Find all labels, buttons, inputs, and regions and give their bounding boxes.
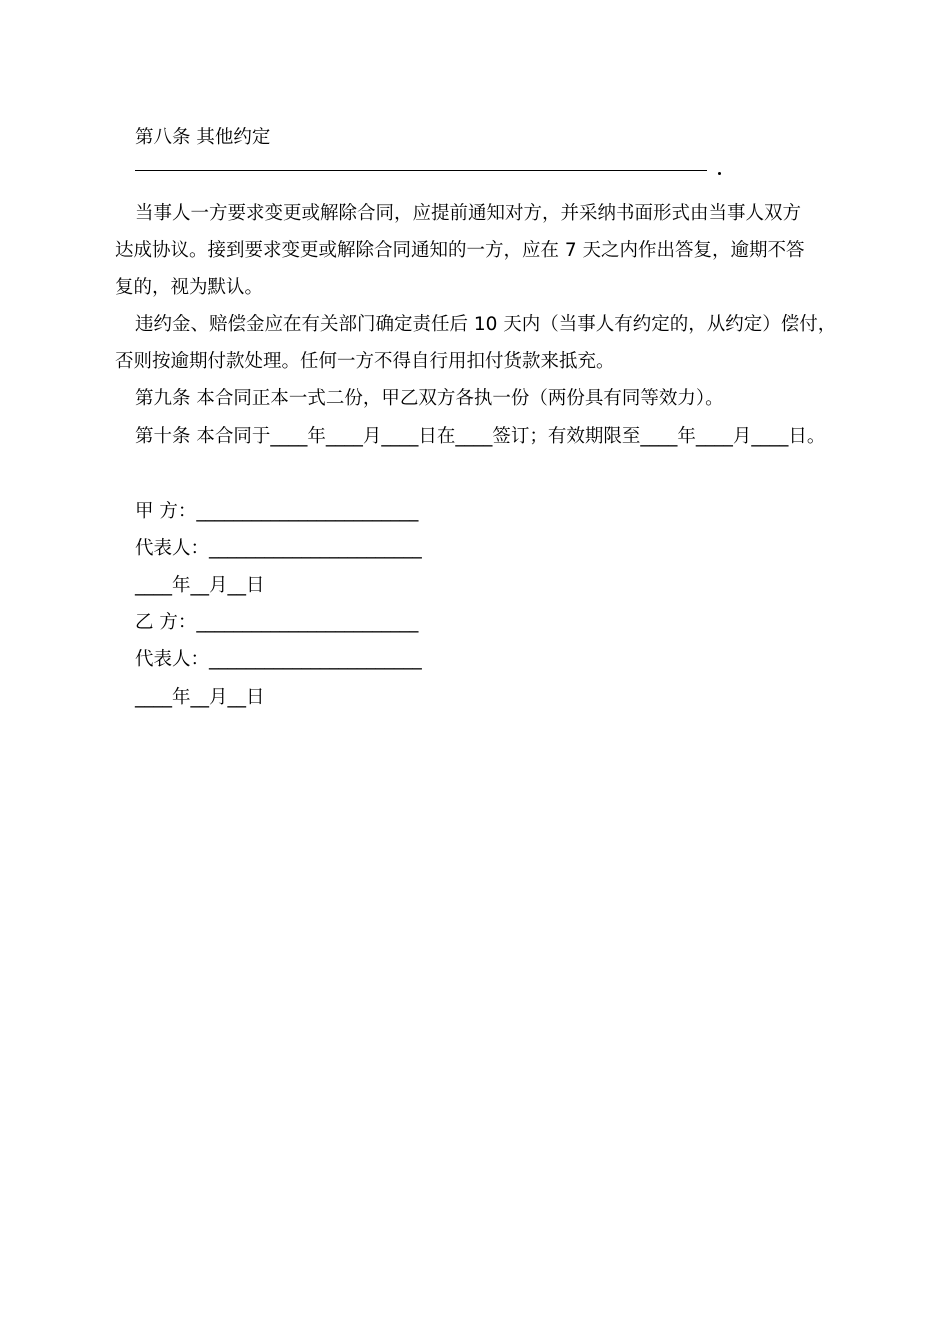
paragraph-1-line-1: 当事人一方要求变更或解除合同，应提前通知对方，并采纳书面形式由当事人双方: [135, 203, 802, 224]
article-9-text: 第九条 本合同正本一式二份，甲乙双方各执一份（两份具有同等效力）。: [135, 388, 724, 409]
party-a-signature: 甲 方：________________________: [135, 501, 419, 522]
party-b-signature: 乙 方：________________________: [135, 612, 419, 633]
paragraph-2-line-1: 违约金、赔偿金应在有关部门确定责任后 10 天内（当事人有约定的，从约定）偿付，: [135, 314, 837, 335]
article-10-text: 第十条 本合同于____年____月____日在____签订；有效期限至____年____月____日。: [135, 426, 826, 447]
paragraph-1-line-2: 达成协议。接到要求变更或解除合同通知的一方，应在 7 天之内作出答复，逾期不答: [115, 240, 805, 261]
article-8-heading: 第八条 其他约定: [135, 127, 271, 148]
period-mark: [718, 172, 721, 175]
party-b-representative: 代表人：_______________________: [135, 649, 422, 670]
party-a-date: ____年__月__日: [135, 575, 265, 596]
paragraph-2-line-2: 否则按逾期付款处理。任何一方不得自行用扣付货款来抵充。: [115, 351, 615, 372]
blank-fill-line: [135, 170, 707, 171]
party-a-representative: 代表人：_______________________: [135, 538, 422, 559]
paragraph-1-line-3: 复的，视为默认。: [115, 277, 264, 298]
party-b-date: ____年__月__日: [135, 687, 265, 708]
